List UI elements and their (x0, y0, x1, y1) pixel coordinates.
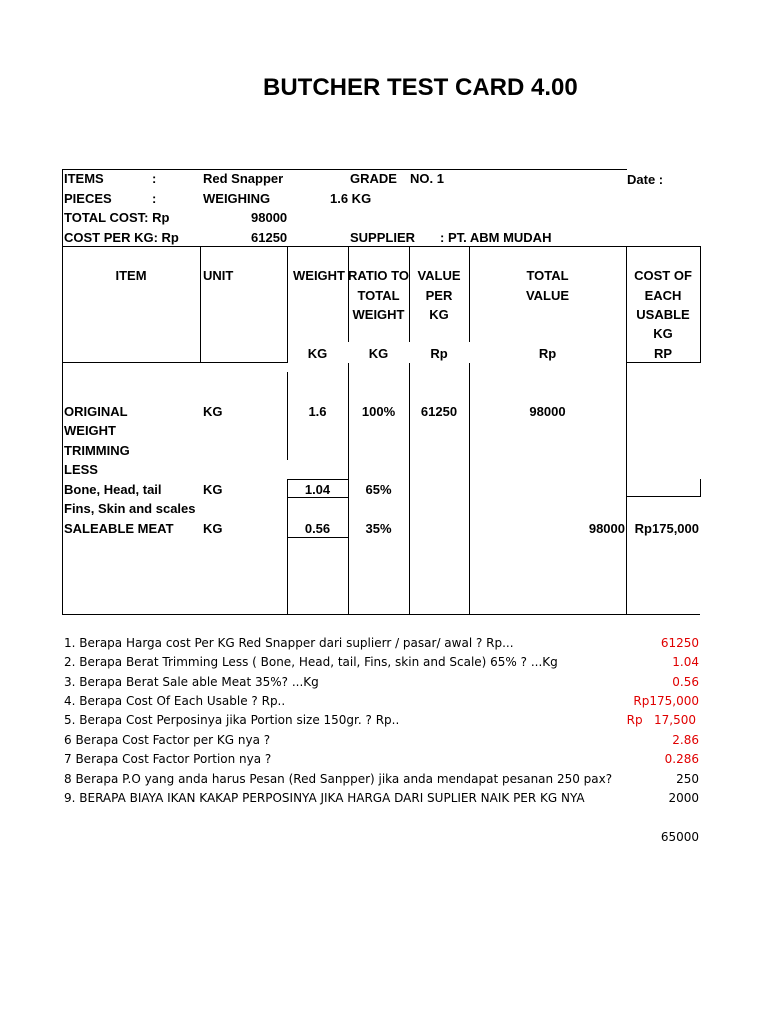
unit-ratio: KG (368, 346, 389, 361)
supplier-value: : PT. ABM MUDAH (440, 230, 552, 245)
unit-value: Rp (430, 346, 448, 361)
row-original-2: WEIGHT (64, 423, 116, 438)
question-9: 9. BERAPA BIAYA IKAN KAKAP PERPOSINYA JIKA HARGA DARI SUPLIER NAIK PER KG NYA (64, 791, 585, 805)
pieces-colon: : (152, 191, 157, 206)
grade-value: NO. 1 (410, 171, 444, 186)
row-saleable-weight: 0.56 (304, 521, 331, 536)
cost-per-kg-value: 61250 (251, 230, 288, 245)
row-saleable-ratio: 35% (365, 521, 392, 536)
row-original-weight: 1.6 (308, 404, 327, 419)
row-original-total: 98000 (529, 404, 566, 419)
question-1: 1. Berapa Harga cost Per KG Red Snapper dari suplierr / pasar/ awal ? Rp... (64, 636, 514, 650)
row-saleable: SALEABLE MEAT (64, 521, 174, 536)
row-original-1: ORIGINAL (64, 404, 128, 419)
row-trimming-1: TRIMMING (64, 443, 130, 458)
pieces-label: PIECES (64, 191, 112, 206)
table-bottom-rule (62, 614, 700, 615)
page-title: BUTCHER TEST CARD 4.00 (263, 74, 578, 101)
row-original-ratio: 100% (361, 404, 396, 419)
answer-8: 250 (676, 772, 699, 786)
cost-cell-rule (626, 496, 701, 497)
total-cost-value: 98000 (251, 210, 288, 225)
pieces-value: WEIGHING (203, 191, 271, 206)
answer-7: 0.286 (664, 752, 699, 766)
unit-total: Rp (538, 346, 557, 361)
answer-9: 2000 (668, 791, 699, 805)
row-trimming-2: LESS (64, 462, 98, 477)
col-divider-total-lower (469, 363, 470, 614)
question-3: 3. Berapa Berat Sale able Meat 35%? ...Kg (64, 675, 319, 689)
grade-label: GRADE (350, 171, 397, 186)
row-original-unit: KG (203, 404, 223, 419)
header-value-3: KG (429, 307, 449, 322)
header-cost-4: KG (653, 326, 673, 341)
col-divider-weight-bottom (287, 479, 288, 614)
row-trim-b: Fins, Skin and scales (64, 501, 196, 516)
answer-6: 2.86 (672, 733, 699, 747)
row-trim-weight: 1.04 (304, 482, 331, 497)
header-value-1: VALUE (417, 268, 461, 283)
items-colon: : (152, 171, 157, 186)
info-top-rule (62, 169, 627, 170)
header-ratio-3: WEIGHT (352, 307, 405, 322)
header-ratio-2: TOTAL (357, 288, 400, 303)
weight-underline-trim (287, 479, 348, 480)
col-divider-unit (200, 246, 201, 362)
cost-per-kg-label: COST PER KG: Rp (64, 230, 179, 245)
row-trim-a: Bone, Head, tail (64, 482, 162, 497)
answer-4: Rp175,000 (633, 694, 699, 708)
answer-1: 61250 (660, 636, 699, 650)
question-4: 4. Berapa Cost Of Each Usable ? Rp.. (64, 694, 286, 708)
row-saleable-total: 98000 (588, 521, 625, 536)
answer-5: Rp 17,500 (626, 713, 696, 727)
total-cost-label: TOTAL COST: Rp (64, 210, 170, 225)
weight-value: 1.6 KG (330, 191, 372, 206)
row-saleable-unit: KG (203, 521, 223, 536)
row-saleable-cost: Rp175,000 (634, 521, 699, 536)
header-bottom-rule (62, 362, 288, 363)
header-cost-2: EACH (644, 288, 682, 303)
header-value-2: PER (425, 288, 453, 303)
items-value: Red Snapper (203, 171, 284, 186)
weight-underline-saleable (287, 537, 348, 538)
extra-value: 65000 (660, 830, 699, 844)
header-weight: WEIGHT (293, 268, 345, 283)
row-trim-ratio: 65% (365, 482, 392, 497)
date-label: Date : (627, 172, 664, 187)
row-trim-unit: KG (203, 482, 223, 497)
col-divider-weight (287, 246, 288, 362)
question-5: 5. Berapa Cost Perposinya jika Portion size 150gr. ? Rp.. (64, 713, 400, 727)
col-right-border-short (700, 479, 701, 497)
table-top-rule (62, 246, 700, 247)
answer-2: 1.04 (672, 655, 699, 669)
header-total-2: VALUE (525, 288, 570, 303)
header-total-1: TOTAL (526, 268, 569, 283)
question-6: 6 Berapa Cost Factor per KG nya ? (64, 733, 271, 747)
table-left-border (62, 169, 63, 614)
question-2: 2. Berapa Berat Trimming Less ( Bone, Head, tail, Fins, skin and Scale) 65% ? ...Kg (64, 655, 558, 669)
unit-weight: KG (307, 346, 328, 361)
header-cost-3: USABLE (636, 307, 690, 322)
answer-3: 0.56 (672, 675, 699, 689)
col-right-border-header (700, 246, 701, 362)
question-7: 7 Berapa Cost Factor Portion nya ? (64, 752, 272, 766)
items-label: ITEMS (64, 171, 104, 186)
header-item: ITEM (115, 268, 147, 283)
supplier-label: SUPPLIER (350, 230, 416, 245)
col-divider-value-lower (409, 363, 410, 614)
header-cost-5: RP (653, 346, 673, 361)
header-ratio-1: RATIO TO (348, 268, 409, 283)
header-unit: UNIT (203, 268, 234, 283)
question-8: 8 Berapa P.O yang anda harus Pesan (Red Sanpper) jika anda mendapat pesanan 250 pax? (64, 772, 613, 786)
cost-header-bottom-rule (626, 362, 701, 363)
weight-underline-trim-bottom (287, 497, 348, 498)
row-original-value: 61250 (420, 404, 458, 419)
header-cost-1: COST OF (634, 268, 692, 283)
